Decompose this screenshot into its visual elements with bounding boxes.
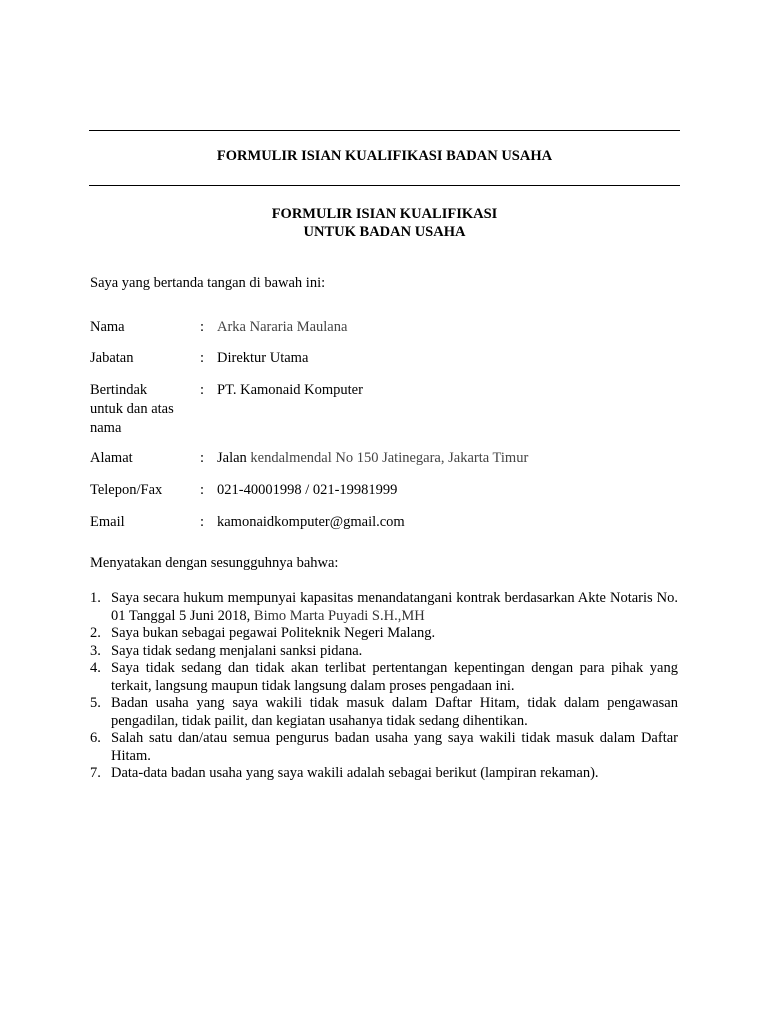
field-colon: :	[200, 482, 205, 498]
list-item	[90, 730, 678, 765]
list-item-text: Saya tidak sedang dan tidak akan terlibat pertentangan kepentingan dengan para pihak yang terkait, langsung maupun tidak langsung dalam proses pengadaan ini.	[111, 660, 678, 694]
claims-list	[90, 590, 678, 783]
list-item	[90, 765, 678, 783]
list-item-number: 2.	[90, 625, 101, 641]
field-label-line-2: untuk dan atas	[90, 401, 174, 417]
field-label: Email	[90, 514, 125, 530]
list-item	[90, 625, 678, 643]
list-item	[90, 695, 678, 730]
statement-intro: Menyatakan dengan sesungguhnya bahwa:	[90, 555, 339, 571]
field-value-address: kendalmendal No 150 Jatinegara, Jakarta Timur	[250, 450, 529, 466]
field-label: Jabatan	[90, 350, 134, 366]
field-colon: :	[200, 350, 205, 366]
list-item-text: Saya bukan sebagai pegawai Politeknik Negeri Malang.	[111, 625, 436, 641]
list-item-number: 1.	[90, 590, 101, 606]
list-item	[90, 643, 678, 661]
document-title-line-1: FORMULIR ISIAN KUALIFIKASI	[271, 206, 498, 222]
header-title: FORMULIR ISIAN KUALIFIKASI BADAN USAHA	[216, 148, 553, 164]
field-colon: :	[200, 514, 205, 530]
field-value: Arka Nararia Maulana	[217, 319, 348, 335]
field-label: Telepon/Fax	[90, 482, 163, 498]
list-item	[90, 660, 678, 695]
list-item-number: 3.	[90, 642, 101, 659]
field-label	[90, 381, 190, 438]
field-value-prefix: Jalan	[217, 450, 251, 466]
field-colon: :	[200, 382, 205, 398]
field-value: kamonaidkomputer@gmail.com	[217, 514, 405, 530]
document-title	[89, 205, 680, 241]
list-item-text: Data-data badan usaha yang saya wakili adalah sebagai berikut (lampiran rekaman).	[111, 765, 599, 781]
field-label-line-3: nama	[90, 420, 122, 436]
list-item-text: Salah satu dan/atau semua pengurus badan usaha yang saya wakili tidak masuk dalam Daftar Hitam.	[111, 730, 678, 764]
list-item-text: Saya tidak sedang menjalani sanksi pidana.	[111, 642, 363, 659]
list-item-number: 4.	[90, 660, 101, 676]
field-value: Direktur Utama	[217, 350, 309, 366]
intro-text: Saya yang bertanda tangan di bawah ini:	[90, 275, 326, 291]
list-item-number: 5.	[90, 695, 101, 711]
field-label: Alamat	[90, 450, 133, 466]
header-top-rule	[89, 130, 680, 131]
header-bottom-rule	[89, 185, 680, 186]
field-value: PT. Kamonaid Komputer	[217, 382, 363, 398]
field-label: Nama	[90, 319, 125, 335]
field-label-line-1: Bertindak	[90, 382, 148, 398]
list-item-text: Saya secara hukum mempunyai kapasitas menandatangani kontrak berdasarkan Akte Notaris No. 01 Tanggal 5 Juni 2018,	[111, 590, 678, 624]
notary-name: Bimo Marta Puyadi S.H.,MH	[253, 607, 425, 624]
field-value	[217, 449, 528, 468]
document-title-line-2: UNTUK BADAN USAHA	[303, 224, 466, 240]
field-colon: :	[200, 319, 205, 335]
list-item	[90, 590, 678, 625]
field-colon: :	[200, 450, 205, 466]
list-item-text: Badan usaha yang saya wakili tidak masuk dalam Daftar Hitam, tidak dalam pengawasan pengadilan, tidak pailit, dan kegiatan usahanya tidak sedang dihentikan.	[111, 695, 678, 729]
list-item-number: 6.	[90, 730, 101, 746]
list-item-number: 7.	[90, 765, 101, 781]
field-value: 021-40001998 / 021-19981999	[217, 482, 398, 498]
